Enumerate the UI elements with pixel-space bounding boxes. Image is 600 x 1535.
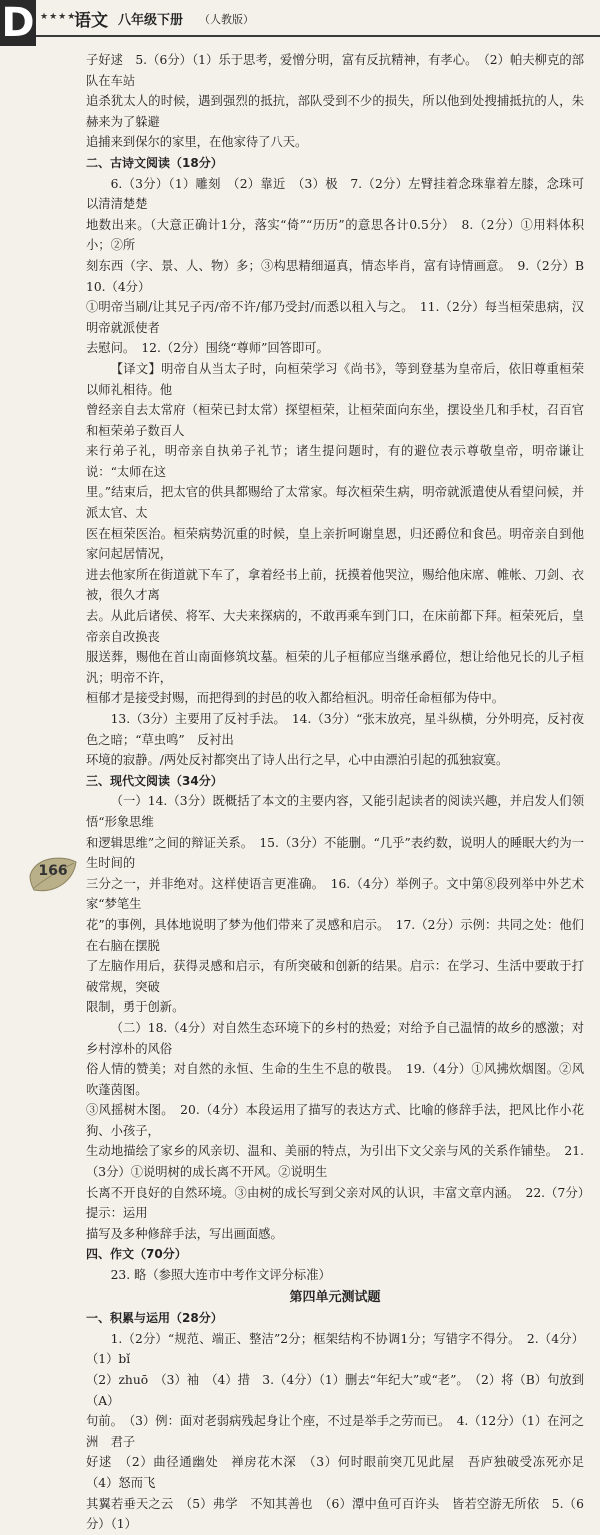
text-line: 和逻辑思维”之间的辩证关系。 15.（3分）不能删。“几乎”表约数，说明人的睡眠大约为一生时间的 xyxy=(86,835,584,871)
text-line: 来行弟子礼，明帝亲自执弟子礼节；诸生提问题时，有的避位表示尊敬皇帝，明帝谦让说：“太师在这 xyxy=(86,444,584,479)
text-line: ①明帝当刷/让其兄子丙/帝不许/郁乃受封/而悉以租入与之。 11.（2分）每当桓荣患病，汉明帝就派使者 xyxy=(86,300,584,335)
text-line: 曾经亲自去太常府（桓荣已封太常）探望桓荣，让桓荣面向东坐，摆设坐几和手杖，召百官和桓荣弟子数百人 xyxy=(86,403,584,438)
header-divider xyxy=(36,35,600,37)
text-line: 里。”结束后，把太官的供具都赐给了太常家。每次桓荣生病，明帝就派遣使从看望问候，并派太官、太 xyxy=(86,485,584,521)
text-line: 去慰问。 12.（2分）围绕“尊师”回答即可。 xyxy=(86,341,329,356)
text-line: 句前。 （3）例：面对老弱病残起身让个座，不过是举手之劳而已。 4.（12分）（1）在河之洲 君子 xyxy=(86,1414,585,1449)
text-line: 【译文】明帝自从当太子时，向桓荣学习《尚书》，等到登基为皇帝后，依旧尊重桓荣以师礼相待。他 xyxy=(86,361,584,397)
text-line: 三分之一，并非绝对。这样使语言更准确。 16.（4分）举例子。文中第⑧段列举中外艺术家“梦笔生 xyxy=(86,876,584,912)
unit-title: 第四单元测试题 xyxy=(289,1289,381,1305)
difficulty-stars: ★★★★ xyxy=(40,12,77,22)
series-logo: D xyxy=(1,0,35,46)
text-line: 桓郁才是接受封赐，而把得到的封邑的收入都给桓汎。明帝任命桓郁为侍中。 xyxy=(86,691,505,706)
section-heading: 三、现代文阅读（34分） xyxy=(86,773,223,788)
text-line: 长离不开良好的自然环境。③由树的成长写到父亲对风的认识，丰富文章内涵。 22.（7分）提示：运用 xyxy=(86,1185,584,1221)
text-line: 子好逑 5.（6分）（1）乐于思考，爱憎分明，富有反抗精神，有孝心。 （2）帕夫柳克的部队在车站 xyxy=(86,53,584,88)
text-line: 地数出来。（大意正确计1分，落实“倚”“历历”的意思各计0.5分） 8.（2分）①用料体积小；②所 xyxy=(86,217,584,253)
text-line: （2）zhuō （3）袖 （4）措 3.（4分）（1）删去“年纪大”或“老”。 （2）将（B）句放到（A） xyxy=(86,1373,584,1408)
answer-text-body xyxy=(86,50,597,1535)
text-line: 其翼若垂天之云 （5）弗学 不知其善也 （6）潭中鱼可百许头 皆若空游无所依 5.（6分）（1） xyxy=(86,1496,584,1532)
text-line: （二）18.（4分）对自然生态环境下的乡村的热爱；对给予自己温情的故乡的感激；对乡村淳朴的风俗 xyxy=(86,1020,584,1056)
section-heading: 一、积累与运用（28分） xyxy=(86,1311,223,1326)
subject-title: 语文 xyxy=(74,11,108,31)
text-line: 了左脑作用后，获得灵感和启示，有所突破和创新的结果。启示：在学习、生活中要敢于打破常规，突破 xyxy=(86,959,584,994)
text-line: 限制，勇于创新。 xyxy=(86,1000,185,1015)
page-header xyxy=(0,0,600,52)
text-line: 花”的事例，具体地说明了梦为他们带来了灵感和启示。 17.（2分）示例：共同之处：他们在右脑在摆脱 xyxy=(86,917,584,953)
grade-label: 八年级下册 xyxy=(118,13,184,28)
text-line: 6.（3分）（1）雕刻 （2）靠近 （3）极 7.（2分）左臂挂着念珠靠着左膝，念珠可以清清楚楚 xyxy=(86,176,584,212)
text-line: 1.（2分）“规范、端正、整洁”2分；框架结构不协调1分；写错字不得分。 2.（4分）（1）bǐ xyxy=(86,1331,584,1367)
section-heading: 二、古诗文阅读（18分） xyxy=(86,155,223,170)
text-line: 追捕来到保尔的家里，在他家待了八天。 xyxy=(86,135,308,150)
text-line: 进去他家所在街道就下车了，拿着经书上前，抚摸着他哭泣，赐给他床席、帷帐、刀剑、衣被，很久才离 xyxy=(86,567,584,603)
text-line: ③风摇树木图。 20.（4分）本段运用了描写的表达方式、比喻的修辞手法，把风比作小花狗、小孩子， xyxy=(86,1103,584,1138)
page-number: 166 xyxy=(38,863,68,879)
text-line: 追杀犹太人的时候，遇到强烈的抵抗，部队受到不少的损失，所以他到处搜捕抵抗的人，朱赫来为了躲避 xyxy=(86,94,584,129)
text-line: 服送葬，赐他在首山南面修筑坟墓。桓荣的儿子桓郁应当继承爵位，想让给他兄长的儿子桓汎；明帝不许， xyxy=(86,650,584,685)
text-line: 23. 略（参照大连市中考作文评分标准） xyxy=(110,1268,331,1283)
text-line: 医在桓荣医治。桓荣病势沉重的时候，皇上亲折呵谢皇恩，归还爵位和食邑。明帝亲自到他家问起居情况， xyxy=(86,526,584,562)
text-line: 去。从此后诸侯、将军、大夫来探病的，不敢再乘车到门口，在床前都下拜。桓荣死后，皇帝亲自改换丧 xyxy=(86,609,584,644)
edition-label: （人教版） xyxy=(199,13,254,26)
text-line: 好逑 （2）曲径通幽处 禅房花木深 （3）何时眼前突兀见此屋 吾庐独破受冻死亦足 （4）怒而飞 xyxy=(86,1455,597,1490)
section-heading: 四、作文（70分） xyxy=(86,1247,187,1262)
text-line: 刻东西（字、景、人、物）多；③构思精细逼真，情态毕肖，富有诗情画意。 9.（2分）B 10.（4分） xyxy=(86,258,597,294)
text-line: 环境的寂静。/两处反衬都突出了诗人出行之早，心中由漂泊引起的孤独寂寞。 xyxy=(86,753,509,768)
text-line: 生动地描绘了家乡的风亲切、温和、美丽的特点，为引出下文父亲与风的关系作铺垫。 21.（3分）①说明树的成长离不开风。②说明生 xyxy=(86,1144,584,1180)
text-line: 13.（3分）主要用了反衬手法。 14.（3分）“张末放亮，星斗纵横，分外明亮，反衬夜色之暗；“草虫鸣” 反衬出 xyxy=(86,712,584,747)
text-line: 俗人情的赞美；对自然的永恒、生命的生生不息的敬畏。 19.（4分）①风拂炊烟图。②风吹蓬茵图。 xyxy=(86,1062,584,1097)
text-line: （一）14.（3分）既概括了本文的主要内容，又能引起读者的阅读兴趣，并启发人们领悟“形象思维 xyxy=(86,794,584,829)
text-line: 描写及多种修辞手法，写出画面感。 xyxy=(86,1226,283,1241)
page-number-badge xyxy=(26,852,80,896)
